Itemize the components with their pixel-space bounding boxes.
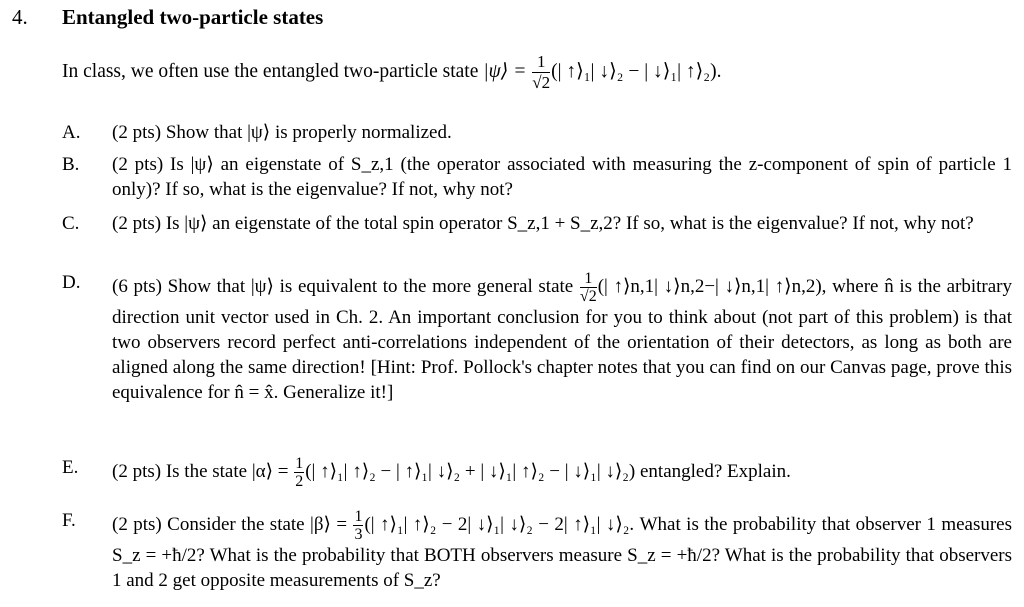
problem-number: 4. xyxy=(12,5,28,29)
part-a xyxy=(62,120,1012,145)
part-letter: D. xyxy=(62,272,81,293)
part-c xyxy=(62,211,1012,261)
intro-frac-den: √2 xyxy=(532,73,551,93)
part-d xyxy=(62,270,1012,445)
part-text xyxy=(112,455,1012,490)
part-d-frac-den: √2 xyxy=(579,288,597,305)
part-letter: F. xyxy=(62,510,76,531)
part-text: (2 pts) Is |ψ⟩ an eigenstate of S_z,1 (the operator associated with measuring the z-component of spin of particle 1 only)? If so, what is the eigenvalue? If not, why not? xyxy=(112,154,1012,200)
part-f-text-pre: (2 pts) Consider the state |β⟩ = xyxy=(112,513,348,535)
part-d-text-post: n̂ is the arbitrary direction unit vector used in Ch. 2. An important conclusion for you to think about (not part of this problem) is that two observers record perfect anti-correlations independent of the orientation of their detectors, as long as both are aligned along the same direction! [Hint: Prof. Pollock's chapter notes that you can find on our Canvas page, prove this equivalence for n̂ = x̂. Generalize it!] xyxy=(112,275,1013,403)
part-e-frac-num: 1 xyxy=(295,455,304,472)
part-d-fraction xyxy=(580,270,597,305)
part-letter: C. xyxy=(62,213,80,234)
part-f-frac-den: 3 xyxy=(354,526,363,543)
part-f-text-post: What is the probability that observer 1 measures S_z = +ħ/2? What is the probability that BOTH observers measure S_z = +ħ/2? What is the probability that observers 1 and 2 get opposite measurements of S_z? xyxy=(112,513,1013,591)
intro-text: In class, we often use the entangled two-particle state xyxy=(62,61,479,82)
part-b xyxy=(62,152,1012,202)
part-f-frac-num: 1 xyxy=(354,508,363,525)
intro-state-lhs: |ψ⟩ = xyxy=(483,61,527,82)
part-e-fraction xyxy=(294,455,304,490)
part-d-text-state: (| ↑⟩n,1| ↓⟩n,2−| ↓⟩n,1| ↑⟩n,2), where xyxy=(597,275,879,297)
part-letter: A. xyxy=(62,122,81,143)
part-text xyxy=(112,270,1012,405)
part-letter: E. xyxy=(62,457,79,478)
part-f-fraction xyxy=(353,508,363,543)
part-f-text-state: (| ↑⟩₁| ↑⟩₂ − 2| ↓⟩₁| ↓⟩₂ − 2| ↑⟩₁| ↓⟩₂. xyxy=(364,513,635,535)
part-text: (2 pts) Show that |ψ⟩ is properly normalized. xyxy=(112,122,452,143)
problem-title: Entangled two-particle states xyxy=(62,5,324,29)
part-d-text-pre: (6 pts) Show that |ψ⟩ is equivalent to the more general state xyxy=(112,275,574,297)
part-e xyxy=(62,455,1012,495)
part-letter: B. xyxy=(62,154,80,175)
part-text xyxy=(112,508,1012,593)
intro-frac-num: 1 xyxy=(532,52,550,73)
part-e-text-post: (| ↑⟩₁| ↑⟩₂ − | ↑⟩₁| ↓⟩₂ + | ↓⟩₁| ↑⟩₂ − | ↓⟩₁| ↓⟩₂) entangled? Explain. xyxy=(305,460,791,482)
intro-paragraph xyxy=(62,46,721,98)
part-d-frac-num: 1 xyxy=(580,270,597,288)
part-e-frac-den: 2 xyxy=(295,473,304,490)
part-text: (2 pts) Is |ψ⟩ an eigenstate of the total spin operator S_z,1 + S_z,2? If so, what is the eigenvalue? If not, why not? xyxy=(112,213,974,234)
part-e-text-pre: (2 pts) Is the state |α⟩ = xyxy=(112,460,289,482)
part-f xyxy=(62,508,1012,598)
intro-fraction xyxy=(532,52,550,93)
intro-state-rhs: (| ↑⟩₁| ↓⟩₂ − | ↓⟩₁| ↑⟩₂). xyxy=(551,61,722,82)
